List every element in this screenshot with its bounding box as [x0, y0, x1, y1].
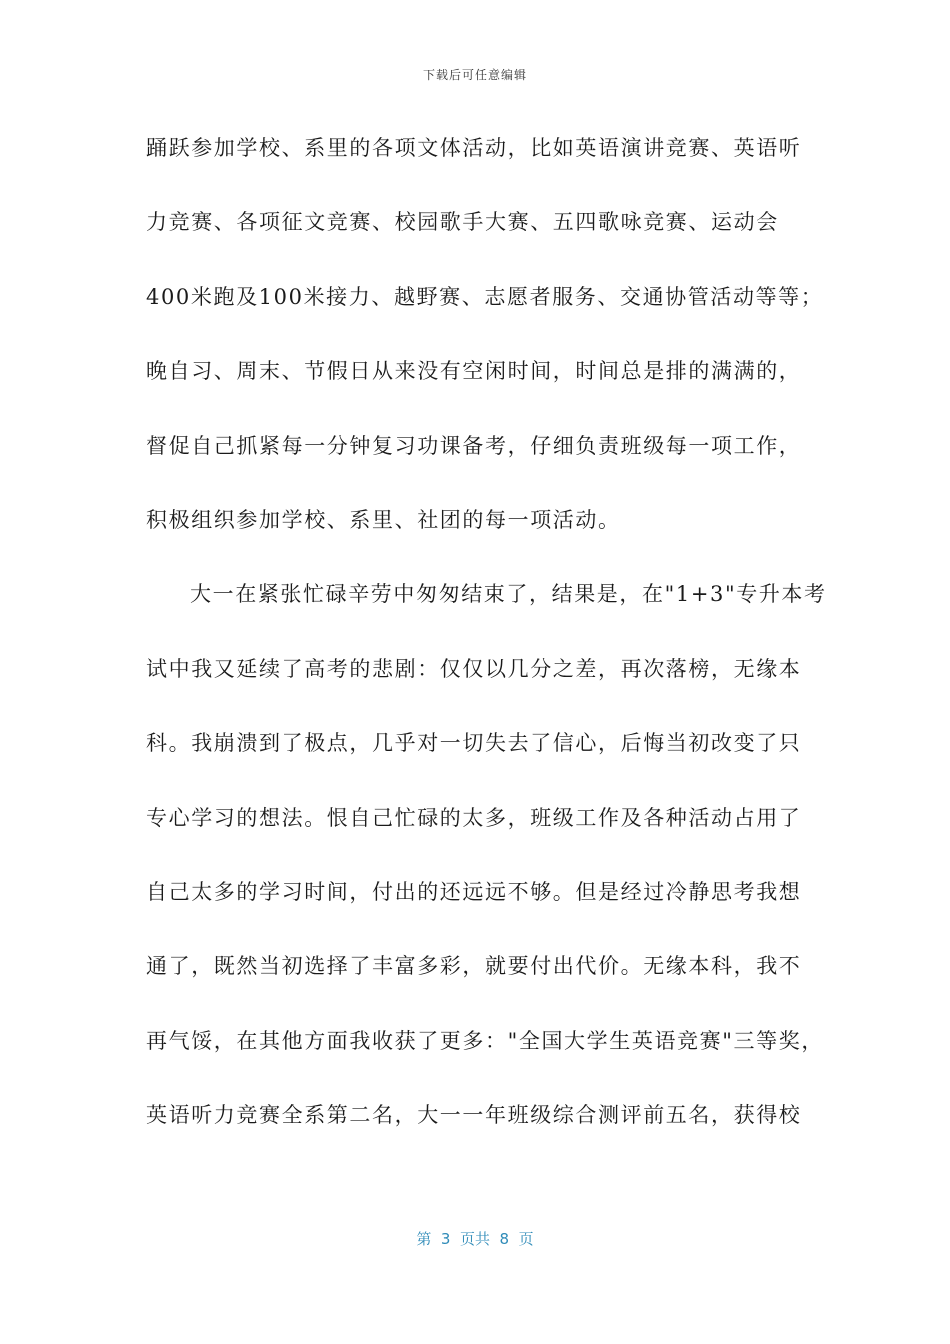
page-header: 下载后可任意编辑 — [422, 68, 527, 82]
text-line: 通了，既然当初选择了丰富多彩，就要付出代价。无缘本科，我不 — [146, 954, 802, 979]
text-line: 自己太多的学习时间，付出的还远远不够。但是经过冷静思考我想 — [146, 879, 802, 904]
text-line: 再气馁，在其他方面我收获了更多："全国大学生英语竞赛"三等奖， — [146, 1028, 824, 1053]
text-line: 400米跑及100米接力、越野赛、志愿者服务、交通协管活动等等； — [146, 284, 824, 309]
text-line: 晚自习、周末、节假日从来没有空闲时间，时间总是排的满满的， — [146, 359, 802, 384]
text-line: 科。我崩溃到了极点，几乎对一切失去了信心，后悔当初改变了只 — [146, 731, 802, 756]
page-number-footer: 第 3 页共 8 页 — [416, 1230, 534, 1248]
text-line: 督促自己抓紧每一分钟复习功课备考，仔细负责班级每一项工作， — [146, 433, 802, 458]
document-body — [146, 128, 827, 1169]
text-line: 踊跃参加学校、系里的各项文体活动，比如英语演讲竞赛、英语听 — [146, 136, 802, 160]
text-line: 积极组织参加学校、系里、社团的每一项活动。 — [146, 507, 621, 532]
paragraph-start-line: 大一在紧张忙碌辛劳中匆匆结束了，结果是，在"1+3"专升本考 — [190, 582, 827, 607]
text-line: 试中我又延续了高考的悲剧：仅仅以几分之差，再次落榜，无缘本 — [146, 656, 802, 681]
text-line: 专心学习的想法。恨自己忙碌的太多，班级工作及各种活动占用了 — [146, 805, 802, 830]
text-line: 英语听力竞赛全系第二名，大一一年班级综合测评前五名，获得校 — [146, 1103, 802, 1128]
text-line: 力竞赛、各项征文竞赛、校园歌手大赛、五四歌咏竞赛、运动会 — [146, 210, 779, 235]
